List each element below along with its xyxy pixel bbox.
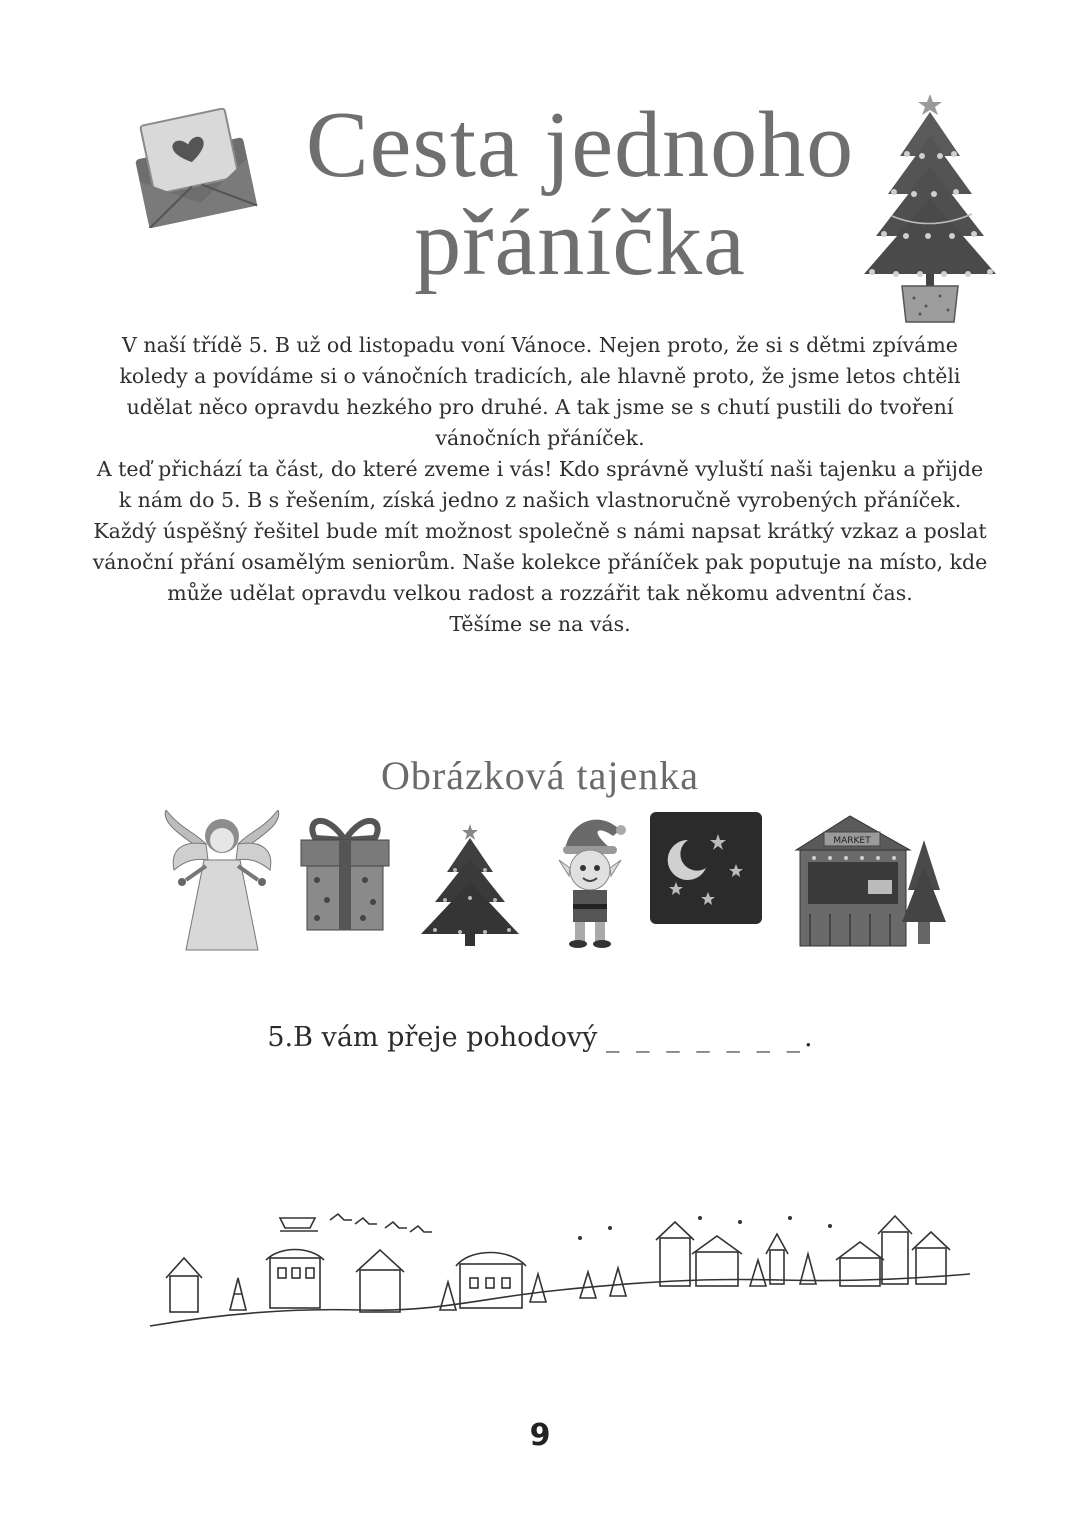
answer-suffix: . <box>804 1022 813 1053</box>
envelope-heart-icon <box>128 108 258 228</box>
paragraph-4: Těšíme se na vás. <box>449 612 631 636</box>
answer-prefix: 5.B vám přeje pohodový <box>267 1022 598 1053</box>
intro-text <box>90 330 990 640</box>
gift-icon <box>295 810 395 940</box>
page-title <box>280 93 880 295</box>
title-line-1: Cesta jednoho <box>305 93 855 197</box>
paragraph-2: A teď přichází ta část, do které zveme i vás! Kdo správně vyluští naši tajenku a přijde k nám do 5. B s řešením, získá jedno z našich vlastnoručně vyrobených přáníček. <box>96 457 984 512</box>
market-stall-icon <box>790 810 950 950</box>
answer-blanks: _ _ _ _ _ _ _ <box>606 1022 805 1053</box>
picture-puzzle <box>150 810 950 960</box>
title-line-2: přáníčka <box>414 191 746 295</box>
christmas-tree-icon <box>415 810 525 950</box>
market-sign: MARKET <box>833 836 871 846</box>
angel-icon <box>162 810 282 960</box>
paragraph-3: Každý úspěšný řešitel bude mít možnost společně s námi napsat krátký vzkaz a poslat vánoční přání osamělým seniorům. Naše kolekce přáníček pak poputuje na místo, kde může udělat opravdu velkou radost a rozzářit tak někomu adventní čas. <box>92 519 988 605</box>
page-number: 9 <box>529 1418 551 1453</box>
puzzle-answer-line <box>200 1022 880 1053</box>
night-sky-icon <box>648 810 764 926</box>
puzzle-subtitle: Obrázková tajenka <box>381 753 699 798</box>
elf-icon <box>545 810 635 950</box>
village-illustration <box>140 1198 980 1338</box>
christmas-tree-pot-icon <box>862 86 1002 326</box>
paragraph-1: V naší třídě 5. B už od listopadu voní Vánoce. Nejen proto, že si s dětmi zpíváme koledy a povídáme si o vánočních tradicích, ale hlavně proto, že jsme letos chtěli udělat něco opravdu hezkého pro druhé. A tak jsme se s chutí pustili do tvoření vánočních přáníček. <box>119 333 961 450</box>
